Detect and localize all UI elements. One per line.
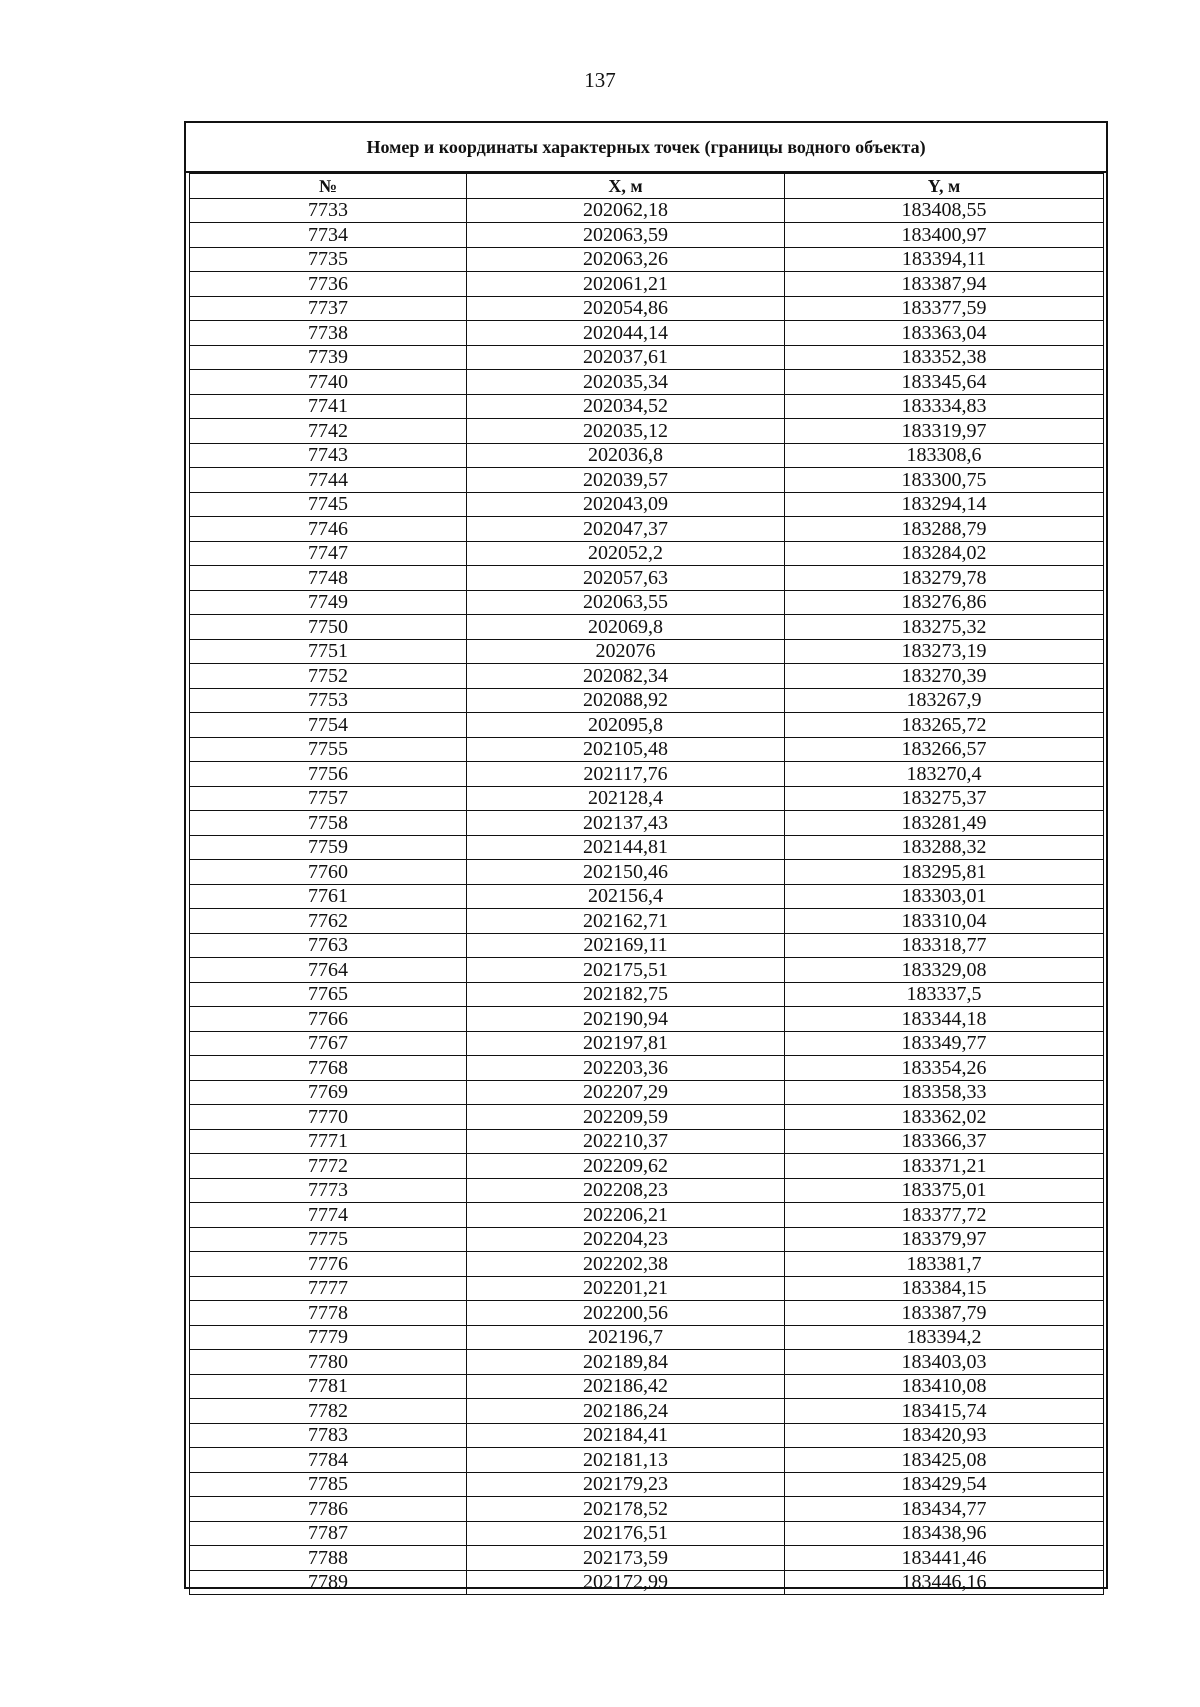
point-number-cell: 7789	[190, 1570, 467, 1595]
point-number-cell: 7737	[190, 296, 467, 321]
point-number-cell: 7788	[190, 1546, 467, 1571]
x-coordinate-cell: 202137,43	[467, 811, 785, 836]
y-coordinate-cell: 183344,18	[785, 1007, 1104, 1032]
point-number-cell: 7748	[190, 566, 467, 591]
point-number-cell: 7758	[190, 811, 467, 836]
point-number-cell: 7741	[190, 394, 467, 419]
x-coordinate-cell: 202190,94	[467, 1007, 785, 1032]
table-row	[190, 1521, 1104, 1546]
table-row	[190, 223, 1104, 248]
column-header-x: X, м	[467, 174, 785, 199]
table-row	[190, 1203, 1104, 1228]
x-coordinate-cell: 202202,38	[467, 1252, 785, 1277]
table-row	[190, 492, 1104, 517]
table-row	[190, 1056, 1104, 1081]
table-row	[190, 1031, 1104, 1056]
point-number-cell: 7780	[190, 1350, 467, 1375]
x-coordinate-cell: 202095,8	[467, 713, 785, 738]
x-coordinate-cell: 202176,51	[467, 1521, 785, 1546]
x-coordinate-cell: 202128,4	[467, 786, 785, 811]
table-row	[190, 1423, 1104, 1448]
y-coordinate-cell: 183438,96	[785, 1521, 1104, 1546]
table-row	[190, 639, 1104, 664]
x-coordinate-cell: 202208,23	[467, 1178, 785, 1203]
y-coordinate-cell: 183379,97	[785, 1227, 1104, 1252]
x-coordinate-cell: 202105,48	[467, 737, 785, 762]
table-row	[190, 688, 1104, 713]
y-coordinate-cell: 183394,2	[785, 1325, 1104, 1350]
y-coordinate-cell: 183425,08	[785, 1448, 1104, 1473]
table-row	[190, 419, 1104, 444]
point-number-cell: 7757	[190, 786, 467, 811]
y-coordinate-cell: 183318,77	[785, 933, 1104, 958]
table-row	[190, 321, 1104, 346]
page-number: 137	[584, 68, 616, 92]
x-coordinate-cell: 202039,57	[467, 468, 785, 493]
x-coordinate-cell: 202044,14	[467, 321, 785, 346]
x-coordinate-cell: 202061,21	[467, 272, 785, 297]
x-coordinate-cell: 202037,61	[467, 345, 785, 370]
table-row	[190, 762, 1104, 787]
y-coordinate-cell: 183275,32	[785, 615, 1104, 640]
x-coordinate-cell: 202186,24	[467, 1399, 785, 1424]
table-row	[190, 1374, 1104, 1399]
table-row	[190, 958, 1104, 983]
x-coordinate-cell: 202189,84	[467, 1350, 785, 1375]
x-coordinate-cell: 202035,12	[467, 419, 785, 444]
point-number-cell: 7775	[190, 1227, 467, 1252]
table-row	[190, 1252, 1104, 1277]
point-number-cell: 7753	[190, 688, 467, 713]
point-number-cell: 7768	[190, 1056, 467, 1081]
y-coordinate-cell: 183308,6	[785, 443, 1104, 468]
point-number-cell: 7781	[190, 1374, 467, 1399]
table-row	[190, 272, 1104, 297]
table-row	[190, 835, 1104, 860]
x-coordinate-cell: 202196,7	[467, 1325, 785, 1350]
y-coordinate-cell: 183266,57	[785, 737, 1104, 762]
y-coordinate-cell: 183429,54	[785, 1472, 1104, 1497]
y-coordinate-cell: 183275,37	[785, 786, 1104, 811]
table-row	[190, 1154, 1104, 1179]
point-number-cell: 7770	[190, 1105, 467, 1130]
y-coordinate-cell: 183267,9	[785, 688, 1104, 713]
y-coordinate-cell: 183270,39	[785, 664, 1104, 689]
y-coordinate-cell: 183288,79	[785, 517, 1104, 542]
table-row	[190, 1497, 1104, 1522]
x-coordinate-cell: 202209,62	[467, 1154, 785, 1179]
table-row	[190, 1007, 1104, 1032]
y-coordinate-cell: 183400,97	[785, 223, 1104, 248]
point-number-cell: 7778	[190, 1301, 467, 1326]
y-coordinate-cell: 183334,83	[785, 394, 1104, 419]
y-coordinate-cell: 183345,64	[785, 370, 1104, 395]
y-coordinate-cell: 183358,33	[785, 1080, 1104, 1105]
point-number-cell: 7750	[190, 615, 467, 640]
table-row	[190, 1546, 1104, 1571]
y-coordinate-cell: 183270,4	[785, 762, 1104, 787]
x-coordinate-cell: 202173,59	[467, 1546, 785, 1571]
y-coordinate-cell: 183403,03	[785, 1350, 1104, 1375]
x-coordinate-cell: 202169,11	[467, 933, 785, 958]
y-coordinate-cell: 183294,14	[785, 492, 1104, 517]
point-number-cell: 7774	[190, 1203, 467, 1228]
x-coordinate-cell: 202076	[467, 639, 785, 664]
point-number-cell: 7733	[190, 198, 467, 223]
y-coordinate-cell: 183375,01	[785, 1178, 1104, 1203]
x-coordinate-cell: 202203,36	[467, 1056, 785, 1081]
point-number-cell: 7776	[190, 1252, 467, 1277]
point-number-cell: 7777	[190, 1276, 467, 1301]
table-row	[190, 541, 1104, 566]
point-number-cell: 7771	[190, 1129, 467, 1154]
x-coordinate-cell: 202200,56	[467, 1301, 785, 1326]
point-number-cell: 7735	[190, 247, 467, 272]
table-row	[190, 370, 1104, 395]
point-number-cell: 7743	[190, 443, 467, 468]
table-row	[190, 1276, 1104, 1301]
y-coordinate-cell: 183434,77	[785, 1497, 1104, 1522]
point-number-cell: 7745	[190, 492, 467, 517]
table-row	[190, 1472, 1104, 1497]
x-coordinate-cell: 202175,51	[467, 958, 785, 983]
x-coordinate-cell: 202156,4	[467, 884, 785, 909]
table-row	[190, 1301, 1104, 1326]
y-coordinate-cell: 183354,26	[785, 1056, 1104, 1081]
table-row	[190, 664, 1104, 689]
point-number-cell: 7762	[190, 909, 467, 934]
point-number-cell: 7760	[190, 860, 467, 885]
x-coordinate-cell: 202184,41	[467, 1423, 785, 1448]
x-coordinate-cell: 202172,99	[467, 1570, 785, 1595]
x-coordinate-cell: 202117,76	[467, 762, 785, 787]
x-coordinate-cell: 202178,52	[467, 1497, 785, 1522]
table-row	[190, 786, 1104, 811]
point-number-cell: 7756	[190, 762, 467, 787]
table-row	[190, 615, 1104, 640]
coordinates-table-frame	[184, 121, 1108, 1594]
point-number-cell: 7754	[190, 713, 467, 738]
point-number-cell: 7752	[190, 664, 467, 689]
y-coordinate-cell: 183387,79	[785, 1301, 1104, 1326]
point-number-cell: 7736	[190, 272, 467, 297]
y-coordinate-cell: 183362,02	[785, 1105, 1104, 1130]
x-coordinate-cell: 202034,52	[467, 394, 785, 419]
x-coordinate-cell: 202054,86	[467, 296, 785, 321]
x-coordinate-cell: 202052,2	[467, 541, 785, 566]
y-coordinate-cell: 183384,15	[785, 1276, 1104, 1301]
x-coordinate-cell: 202150,46	[467, 860, 785, 885]
coordinates-table	[189, 173, 1104, 1595]
point-number-cell: 7738	[190, 321, 467, 346]
table-row	[190, 1350, 1104, 1375]
point-number-cell: 7772	[190, 1154, 467, 1179]
table-row	[190, 1448, 1104, 1473]
table-body	[190, 198, 1104, 1595]
table-row	[190, 468, 1104, 493]
y-coordinate-cell: 183352,38	[785, 345, 1104, 370]
y-coordinate-cell: 183366,37	[785, 1129, 1104, 1154]
table-row	[190, 1325, 1104, 1350]
table-row	[190, 1080, 1104, 1105]
table-row	[190, 860, 1104, 885]
x-coordinate-cell: 202062,18	[467, 198, 785, 223]
y-coordinate-cell: 183329,08	[785, 958, 1104, 983]
x-coordinate-cell: 202206,21	[467, 1203, 785, 1228]
point-number-cell: 7734	[190, 223, 467, 248]
x-coordinate-cell: 202179,23	[467, 1472, 785, 1497]
y-coordinate-cell: 183288,32	[785, 835, 1104, 860]
point-number-cell: 7755	[190, 737, 467, 762]
point-number-cell: 7784	[190, 1448, 467, 1473]
x-coordinate-cell: 202043,09	[467, 492, 785, 517]
point-number-cell: 7746	[190, 517, 467, 542]
x-coordinate-cell: 202063,26	[467, 247, 785, 272]
x-coordinate-cell: 202207,29	[467, 1080, 785, 1105]
table-row	[190, 1129, 1104, 1154]
y-coordinate-cell: 183337,5	[785, 982, 1104, 1007]
table-row	[190, 198, 1104, 223]
x-coordinate-cell: 202088,92	[467, 688, 785, 713]
x-coordinate-cell: 202204,23	[467, 1227, 785, 1252]
point-number-cell: 7765	[190, 982, 467, 1007]
y-coordinate-cell: 183319,97	[785, 419, 1104, 444]
y-coordinate-cell: 183371,21	[785, 1154, 1104, 1179]
table-row	[190, 566, 1104, 591]
y-coordinate-cell: 183281,49	[785, 811, 1104, 836]
point-number-cell: 7773	[190, 1178, 467, 1203]
x-coordinate-cell: 202057,63	[467, 566, 785, 591]
x-coordinate-cell: 202210,37	[467, 1129, 785, 1154]
point-number-cell: 7786	[190, 1497, 467, 1522]
point-number-cell: 7740	[190, 370, 467, 395]
x-coordinate-cell: 202063,59	[467, 223, 785, 248]
table-row	[190, 737, 1104, 762]
table-row	[190, 811, 1104, 836]
x-coordinate-cell: 202182,75	[467, 982, 785, 1007]
point-number-cell: 7764	[190, 958, 467, 983]
point-number-cell: 7787	[190, 1521, 467, 1546]
column-header-y: Y, м	[785, 174, 1104, 199]
x-coordinate-cell: 202144,81	[467, 835, 785, 860]
table-row	[190, 394, 1104, 419]
x-coordinate-cell: 202197,81	[467, 1031, 785, 1056]
table-row	[190, 443, 1104, 468]
table-title: Номер и координаты характерных точек (границы водного объекта)	[186, 123, 1106, 173]
table-row	[190, 933, 1104, 958]
point-number-cell: 7783	[190, 1423, 467, 1448]
y-coordinate-cell: 183415,74	[785, 1399, 1104, 1424]
y-coordinate-cell: 183295,81	[785, 860, 1104, 885]
y-coordinate-cell: 183349,77	[785, 1031, 1104, 1056]
table-row	[190, 1399, 1104, 1424]
y-coordinate-cell: 183410,08	[785, 1374, 1104, 1399]
x-coordinate-cell: 202162,71	[467, 909, 785, 934]
x-coordinate-cell: 202047,37	[467, 517, 785, 542]
y-coordinate-cell: 183446,16	[785, 1570, 1104, 1595]
y-coordinate-cell: 183310,04	[785, 909, 1104, 934]
point-number-cell: 7761	[190, 884, 467, 909]
table-row	[190, 1227, 1104, 1252]
x-coordinate-cell: 202181,13	[467, 1448, 785, 1473]
point-number-cell: 7759	[190, 835, 467, 860]
point-number-cell: 7749	[190, 590, 467, 615]
x-coordinate-cell: 202036,8	[467, 443, 785, 468]
x-coordinate-cell: 202035,34	[467, 370, 785, 395]
y-coordinate-cell: 183394,11	[785, 247, 1104, 272]
x-coordinate-cell: 202209,59	[467, 1105, 785, 1130]
table-row	[190, 982, 1104, 1007]
point-number-cell: 7763	[190, 933, 467, 958]
table-row	[190, 296, 1104, 321]
point-number-cell: 7782	[190, 1399, 467, 1424]
table-row	[190, 884, 1104, 909]
table-row	[190, 345, 1104, 370]
y-coordinate-cell: 183273,19	[785, 639, 1104, 664]
y-coordinate-cell: 183377,59	[785, 296, 1104, 321]
y-coordinate-cell: 183279,78	[785, 566, 1104, 591]
point-number-cell: 7751	[190, 639, 467, 664]
y-coordinate-cell: 183381,7	[785, 1252, 1104, 1277]
x-coordinate-cell: 202082,34	[467, 664, 785, 689]
x-coordinate-cell: 202201,21	[467, 1276, 785, 1301]
y-coordinate-cell: 183441,46	[785, 1546, 1104, 1571]
table-row	[190, 713, 1104, 738]
column-header-number: №	[190, 174, 467, 199]
table-row	[190, 517, 1104, 542]
table-row	[190, 247, 1104, 272]
y-coordinate-cell: 183284,02	[785, 541, 1104, 566]
x-coordinate-cell: 202069,8	[467, 615, 785, 640]
y-coordinate-cell: 183303,01	[785, 884, 1104, 909]
x-coordinate-cell: 202063,55	[467, 590, 785, 615]
y-coordinate-cell: 183300,75	[785, 468, 1104, 493]
table-row	[190, 590, 1104, 615]
point-number-cell: 7785	[190, 1472, 467, 1497]
point-number-cell: 7744	[190, 468, 467, 493]
y-coordinate-cell: 183265,72	[785, 713, 1104, 738]
point-number-cell: 7766	[190, 1007, 467, 1032]
y-coordinate-cell: 183276,86	[785, 590, 1104, 615]
y-coordinate-cell: 183387,94	[785, 272, 1104, 297]
y-coordinate-cell: 183377,72	[785, 1203, 1104, 1228]
point-number-cell: 7779	[190, 1325, 467, 1350]
y-coordinate-cell: 183420,93	[785, 1423, 1104, 1448]
x-coordinate-cell: 202186,42	[467, 1374, 785, 1399]
table-row	[190, 1570, 1104, 1595]
y-coordinate-cell: 183408,55	[785, 198, 1104, 223]
point-number-cell: 7742	[190, 419, 467, 444]
point-number-cell: 7739	[190, 345, 467, 370]
table-row	[190, 909, 1104, 934]
point-number-cell: 7767	[190, 1031, 467, 1056]
point-number-cell: 7747	[190, 541, 467, 566]
table-row	[190, 1178, 1104, 1203]
point-number-cell: 7769	[190, 1080, 467, 1105]
y-coordinate-cell: 183363,04	[785, 321, 1104, 346]
table-header-row	[190, 174, 1104, 199]
table-row	[190, 1105, 1104, 1130]
